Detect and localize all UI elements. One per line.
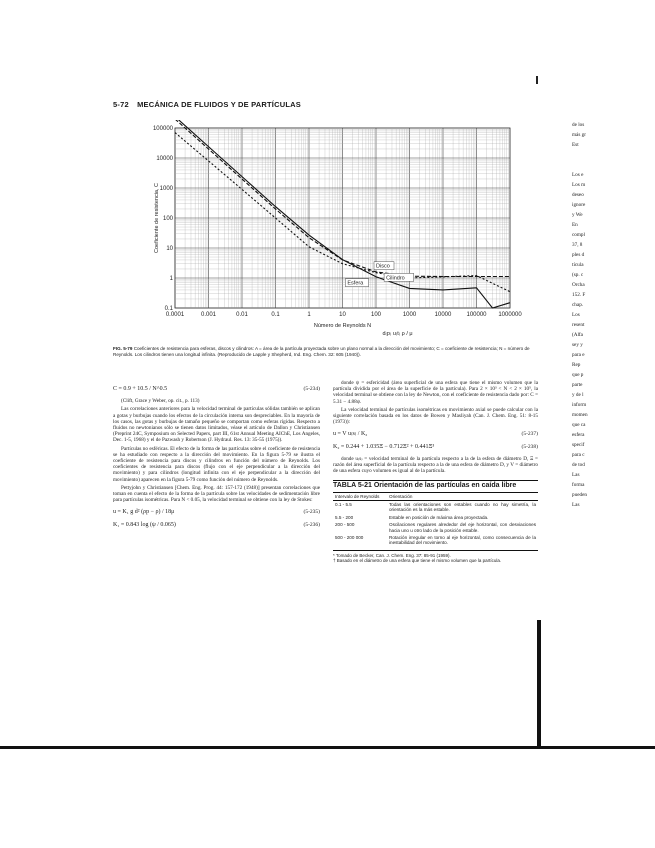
edge-text-line: esfera — [572, 432, 585, 438]
edge-text-line: Las — [572, 502, 580, 508]
edge-text-line: En — [572, 222, 578, 228]
table-footnotes — [333, 550, 538, 564]
equation-number: (5-238) — [521, 443, 538, 450]
edge-text-line: Los — [572, 312, 580, 318]
series-label: Cilindro — [386, 275, 405, 282]
paragraph: donde u₍s₎ = velocidad terminal de la partícula respecto a la de la esfera de diámetro D, Ξ = razón del área superficial de la partícula respecto a la de una esfera de diámetro D, y V = diámetro de una esfera cuyo volumen es igual al de la partícula. — [333, 455, 538, 475]
series-label: Esfera — [347, 280, 364, 287]
y-tick-label: 0.1 — [164, 306, 173, 312]
equation-number: (5-234) — [303, 386, 320, 392]
equation-expr: K₂ = 0.244 + 1.035Ξ − 0.712Ξ² + 0.441Ξ³ — [333, 443, 435, 450]
x-tick-label: 0.0001 — [165, 312, 185, 318]
y-tick-label: 1000 — [159, 186, 173, 192]
equation-expr: u = V u₍s₎ / K₂ — [333, 431, 368, 438]
edge-text-line: de los — [572, 122, 585, 128]
drag-coefficient-chart — [150, 120, 530, 338]
y-tick-label: 1 — [169, 276, 173, 282]
table-cell: Rotación irregular en torno al eje horizontal, como consecuencia de la inestabilidad del movimiento. — [389, 535, 536, 546]
x-axis-label: Número de Reynolds N — [313, 323, 372, 329]
equation-number: (5-237) — [521, 431, 538, 438]
right-column — [333, 380, 538, 563]
edge-text-line: parte — [572, 382, 583, 388]
x-axis-formula: d₍p₎ u₍t₎ ρ / μ — [382, 331, 413, 337]
equation — [113, 386, 320, 392]
caption-label: FIG. 5-79 — [113, 346, 133, 351]
table-cell: Estable en posición de máxima área proyectada. — [389, 514, 489, 520]
paragraph: donde ψ = esfericidad (área superficial de una esfera que tiene el mismo volumen que la partícula dividida por el área de la superficie de la partícula). Para 2 × 10³ < N < 2 × 10⁵, la velocidad terminal se obtiene con la ley de Newton, con el coeficiente de resistencia dado por: C = 5.31 − 4.88ψ. — [333, 380, 538, 405]
x-tick-label: 0.001 — [200, 312, 217, 318]
x-tick-label: 1000 — [402, 312, 417, 318]
paragraph: (Clift, Grace y Weber, op. cit., p. 113) — [121, 398, 200, 405]
page-bottom-edge — [0, 746, 655, 749]
table-cell: 500 - 200 000 — [335, 535, 364, 541]
column-header: Intervalo de Reynolds — [333, 493, 387, 501]
edge-text-line: resent — [572, 322, 585, 328]
edge-text-line: 37, 8 — [572, 242, 583, 248]
x-tick-label: 100000 — [466, 312, 487, 318]
adjacent-page-edge-text — [572, 120, 655, 510]
edge-text-line: (sp. c — [572, 272, 584, 278]
edge-text-line — [572, 160, 655, 170]
caption-text: Coeficientes de resistencia para esferas, discos y cilindros: A = área de la partícula proyectada sobre un plano normal a la dirección del movimiento; C = coeficiente de resistencia; N = número de Reynolds. Los cilindros tienen una longitud infinita. (Reproducido de Lapple y Shepherd, Ind. Eng. Chem. 32: 605 (1940)). — [113, 346, 530, 357]
edge-text-line: 152. F — [572, 292, 586, 298]
table-row — [333, 501, 538, 514]
table-cell: 200 - 500 — [335, 522, 355, 528]
edge-text-line: ignore — [572, 202, 586, 208]
footnote: * Tomado de Becker, Can. J. Chem. Eng. 37: 85-91 (1959). — [333, 552, 451, 558]
edge-text-line: y We — [572, 212, 583, 218]
y-tick-label: 100 — [162, 216, 173, 222]
table-cell: 5.5 - 200 — [335, 514, 354, 520]
y-tick-label: 100000 — [152, 126, 173, 132]
table-row — [333, 514, 538, 521]
edge-text-line: más gr — [572, 132, 586, 138]
x-tick-label: 10 — [339, 312, 346, 318]
x-tick-label: 0.1 — [271, 312, 280, 318]
table-row — [333, 521, 538, 534]
equation — [113, 509, 320, 515]
edge-text-line: sey y — [572, 342, 583, 348]
equation-expr: K₁ = 0.843 log (ψ / 0.065) — [113, 521, 176, 528]
column-header: Orientación — [387, 493, 538, 501]
edge-text-line: para e — [572, 352, 585, 358]
equation — [333, 444, 538, 450]
left-column — [113, 380, 320, 534]
edge-text-line: deseo — [572, 192, 584, 198]
x-tick-label: 10000 — [434, 312, 452, 318]
y-axis-label: Coeficiente de resistencia, C — [154, 182, 160, 254]
equation — [113, 522, 320, 528]
binding-shadow — [537, 620, 541, 748]
equation-expr: u = K₁ g d² (ρp − ρ) / 18μ — [113, 509, 175, 516]
edge-text-line: chap. — [572, 302, 584, 308]
equation-number: (5-235) — [303, 509, 320, 516]
edge-text-line: para c — [572, 452, 585, 458]
x-tick-label: 1000000 — [498, 312, 522, 318]
x-tick-label: 100 — [370, 312, 382, 318]
edge-text-line: Est — [572, 142, 579, 148]
table-row — [333, 534, 538, 547]
paragraph: La velocidad terminal de partículas isométricas en movimiento axial se puede calcular con la siguiente correlación basada en los datos de Bowen y Masliyah (Can. J. Chem. Eng. 51: 8-15 (1973)): — [333, 406, 538, 426]
edge-text-line: compl — [572, 232, 585, 238]
edge-text-line: momen — [572, 412, 588, 418]
equation — [333, 431, 538, 437]
equation-number: (5-236) — [303, 521, 320, 528]
table-cell: 0.1 - 5.5 — [335, 502, 352, 508]
series-label: Disco — [376, 263, 390, 270]
edge-text-line: que p — [572, 372, 584, 378]
edge-text-line — [572, 150, 655, 160]
orientation-table — [333, 493, 538, 547]
edge-text-line: (Alfa — [572, 332, 583, 338]
edge-text-line: de tod — [572, 462, 585, 468]
edge-text-line: y de l — [572, 392, 584, 398]
footnote: † Basado en el diámetro de una esfera que tiene el mismo volumen que la partícula. — [333, 558, 502, 564]
edge-text-line: Orcha — [572, 282, 585, 288]
table-cell: Todas las orientaciones son estables cuando no hay simetría, la orientación es la más estable. — [389, 502, 536, 513]
edge-text-line: Los m — [572, 182, 586, 188]
figure-caption — [113, 346, 533, 357]
edge-text-line: pueden — [572, 492, 587, 498]
paragraph: Partículas no esféricas. El efecto de la forma de las partículas sobre el coeficiente de resistencia se ha estudiado con respecto a la dirección del movimiento. En la figura 5-79 se ilustra el coeficiente de resistencia para discos y cilindros en función del número de Reynolds. Los coeficientes de resistencia para discos (flujo con el eje perpendicular a la dirección del movimiento) y para cilindros (longitud infinita con el eje perpendicular a la dirección del movimiento) aparecen en la figura 5-79 como función del número de Reynolds. — [113, 445, 320, 483]
edge-text-line: ples d — [572, 252, 585, 258]
running-header — [113, 100, 301, 109]
edge-text-line: Los e — [572, 172, 584, 178]
chart-grid — [175, 128, 510, 308]
edge-text-line: specif — [572, 442, 585, 448]
paragraph: Pettyjohn y Christiansen [Chem. Eng. Prog. 44: 157-172 (1948)] presentan correlaciones que toman en cuenta el efecto de la forma de la partícula sobre las velocidades de sedimentación libre para partículas isométricas. Para N < 0.05, la velocidad terminal se obtiene con la ley de Stokes: — [113, 484, 320, 504]
x-tick-label: 1 — [307, 312, 311, 318]
header-title: MECÁNICA DE FLUIDOS Y DE PARTÍCULAS — [137, 100, 301, 109]
edge-text-line: forma — [572, 482, 585, 488]
page-edge-mark — [536, 76, 538, 84]
edge-text-line: Rep — [572, 362, 581, 368]
page-number: 5-72 — [113, 100, 129, 109]
edge-text-line: Las — [572, 472, 580, 478]
table-title: TABLA 5-21 Orientación de las partículas en caída libre — [333, 480, 538, 492]
y-tick-label: 10000 — [156, 156, 173, 162]
table-header-row — [333, 493, 538, 501]
y-tick-label: 10 — [166, 246, 173, 252]
x-tick-label: 0.01 — [236, 312, 248, 318]
edge-text-line: inform — [572, 402, 587, 408]
paragraph: Las correlaciones anteriores para la velocidad terminal de partículas sólidas también se aplican a gotas y burbujas cuando los efectos de la circulación interna son despreciables. En la mayoría de los casos, las gotas y burbujas de tamaño pequeño se comportan como esferas rígidas. Respecto a fluidos no newtonianos sólo se tienen datos limitados, véase el artículo de Dallon y Christiansen (Preprint 24C, Symposium on Selected Papers, part III, 61st Annual Meeting AIChE, Los Angeles, Dec. 1-5, 1968) y el de Pazwash y Robertson (J. Hydraul. Res. 13: 35-55 (1975)). — [113, 406, 320, 444]
edge-text-line: tícula — [572, 262, 584, 268]
equation-expr: C = 0.9 + 10.5 / N^0.5 — [113, 386, 168, 392]
table-cell: Oscilaciones regulares alrededor del eje horizontal, con desviaciones hacia uno u otro lado de la posición estable. — [389, 522, 536, 533]
edge-text-line: que ca — [572, 422, 586, 428]
